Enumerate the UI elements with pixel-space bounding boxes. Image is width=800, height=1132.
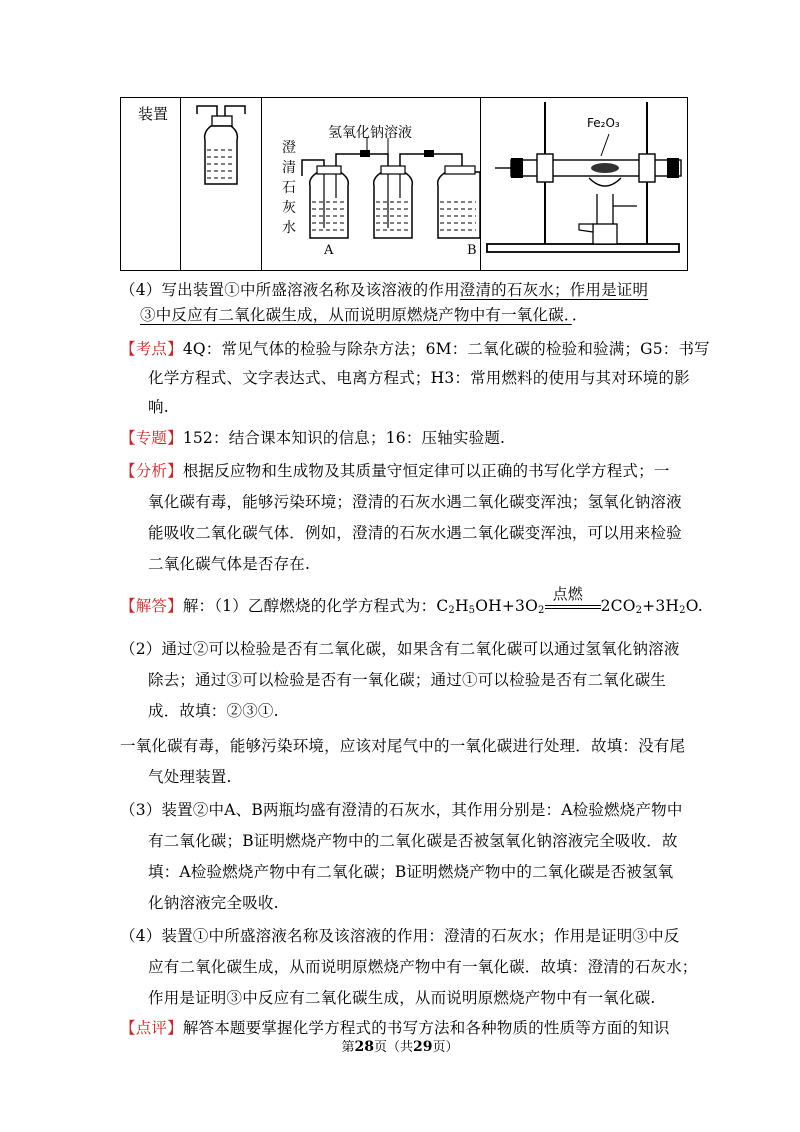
q4-prompt: （4）写出装置①中所盛溶液名称及该溶液的作用 [120,281,460,299]
eq-part: +3H [642,597,680,615]
naoh-solution-label: 氢氧化钠溶液 [328,125,412,141]
footer-pre: 第 [341,1040,355,1055]
fenxi-line-2: 氧化碳有毒，能够污染环境；澄清的石灰水遇二氧化碳变浑浊；氢氧化钠溶液 [148,493,682,511]
dianping-line [120,1016,670,1038]
apparatus-row-label: 装置 [138,105,169,123]
limewater-char: 灰 [282,200,296,216]
p3-line-2: 有二氧化碳；B证明燃烧产物中的二氧化碳是否被氢氧化钠溶液完全吸收．故 [148,832,678,850]
q4-line-1 [120,278,648,300]
q4-end-mark: ． [571,306,588,324]
fenxi-text: 根据反应物和生成物及其质量守恒定律可以正确的书写化学方程式；一 [182,462,670,480]
device-1-gas-washing-bottle [181,98,261,266]
fenxi-line-1 [120,459,670,481]
eq-part: O. [685,597,703,615]
fe2o3-label: Fe₂O₃ [587,116,620,130]
limewater-char: 清 [282,160,296,176]
kaodian-text: 4Q：常见气体的检验与除杂方法；6M：二氧化碳的检验和验满；G5：书写 [182,340,710,358]
page-number: 28 [354,1039,374,1055]
jieda-prefix: 解：（1）乙醇燃烧的化学方程式为：C [182,597,449,615]
apparatus-row-label-cell [121,98,181,271]
eq-part: H [454,597,469,615]
co-line-1: 一氧化碳有毒，能够污染环境，应该对尾气中的一氧化碳进行处理．故填：没有尾 [120,737,686,755]
co-line-2: 气处理装置. [148,768,232,786]
fenxi-line-3: 能吸收二氧化碳气体．例如，澄清的石灰水遇二氧化碳变浑浊，可以用来检验 [148,524,682,542]
device-2-bottle-train [262,98,480,266]
p3-line-3: 填：A检验燃烧产物中有二氧化碳；B证明燃烧产物中的二氧化碳是否被氢氧 [148,863,674,881]
page-total: 29 [413,1039,433,1055]
limewater-char: 澄 [282,140,296,156]
p4-line-1: （4）装置①中所盛溶液名称及该溶液的作用：澄清的石灰水；作用是证明③中反 [120,927,680,945]
eq-part: 2CO [600,597,636,615]
kaodian-line-3: 响. [148,398,169,416]
fenxi-line-4: 二氧化碳气体是否存在. [148,555,311,573]
kaodian-line-2: 化学方程式、文字表达式、电离方程式；H3：常用燃料的使用与其对环境的影 [148,369,690,387]
bottle-a-label: A [324,243,334,258]
p3-line-1: （3）装置②中A、B两瓶均盛有澄清的石灰水，其作用分别是：A检验燃烧产物中 [120,801,683,819]
q4-answer-part2: ③中反应有二氧化碳生成，从而说明原燃烧产物中有一氧化碳． [140,306,572,324]
bottle-b-label: B [467,243,477,258]
limewater-char: 石 [282,180,296,196]
reaction-arrow [545,585,601,616]
zhuanti-line [120,426,505,448]
kaodian-line-1 [120,337,710,359]
p2-line-2: 除去；通过③可以检验是否有一氧化碳；通过①可以检验是否有二氧化碳生 [148,671,667,689]
device-2-cell [262,98,481,271]
device-3-cell [481,98,688,271]
q4-line-2 [140,303,588,325]
device-3-reduction-setup [481,98,687,266]
jieda-tag: 【解答】 [120,597,183,615]
dianping-text: 解答本题要掌握化学方程式的书写方法和各种物质的性质等方面的知识 [182,1019,670,1037]
page-footer [0,1036,800,1055]
zhuanti-text: 152：结合课本知识的信息；16：压轴实验题. [182,429,506,447]
kaodian-tag: 【考点】 [120,340,183,358]
fenxi-tag: 【分析】 [120,462,183,480]
reaction-condition: 点燃 [552,585,583,603]
footer-mid: 页（共 [373,1040,413,1055]
apparatus-table [120,97,688,271]
dianping-tag: 【点评】 [120,1019,183,1037]
p3-line-4: 化钠溶液完全吸收. [148,894,279,912]
q4-answer-part1: 澄清的石灰水；作用是证明 [459,281,649,299]
limewater-char: 水 [282,220,296,236]
p2-line-1: （2）通过②可以检验是否有二氧化碳，如果含有二氧化碳可以通过氢氧化钠溶液 [120,640,680,658]
jieda-line: 【解答】解：（1）乙醇燃烧的化学方程式为：$C_2H_5OH+3O_2$ 点燃 $2CO_2+3H_2O$. [120,585,703,616]
p2-line-3: 成．故填：②③①. [148,702,279,720]
zhuanti-tag: 【专题】 [120,429,183,447]
p4-line-3: 作用是证明③中反应有二氧化碳生成，从而说明原燃烧产物中有一氧化碳. [148,989,656,1007]
device-1-cell [181,98,262,271]
footer-post: 页） [432,1040,459,1055]
p4-line-2: 应有二氧化碳生成，从而说明原燃烧产物中有一氧化碳．故填：澄清的石灰水； [148,958,698,976]
eq-part: OH+3O [475,597,539,615]
